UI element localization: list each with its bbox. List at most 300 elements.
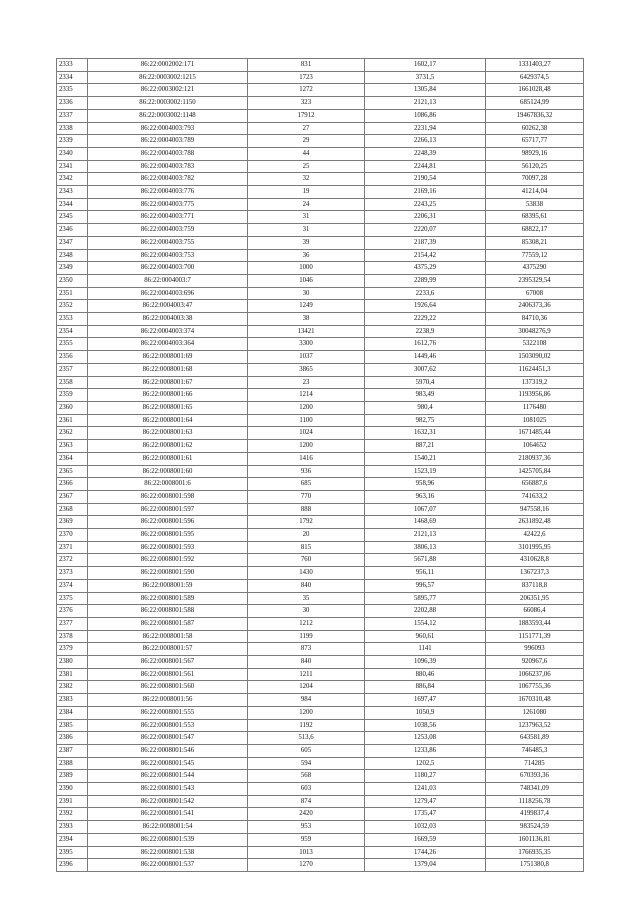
total-value-cell: 65717,77: [486, 135, 584, 148]
cadastral-number-cell: 86:22:0008001:61: [88, 452, 248, 465]
cadastral-number-cell: 86:22:0008001:542: [88, 795, 248, 808]
area-cell: 20: [248, 529, 365, 542]
total-value-cell: 1670310,48: [486, 694, 584, 707]
row-number-cell: 2366: [57, 478, 88, 491]
area-cell: 1024: [248, 427, 365, 440]
cadastral-number-cell: 86:22:0004003:700: [88, 262, 248, 275]
table-row: [57, 338, 584, 351]
row-number-cell: 2381: [57, 668, 88, 681]
row-number-cell: 2375: [57, 592, 88, 605]
row-number-cell: 2350: [57, 274, 88, 287]
area-cell: 31: [248, 211, 365, 224]
row-number-cell: 2363: [57, 440, 88, 453]
table-row: [57, 363, 584, 376]
table-row: [57, 465, 584, 478]
area-cell: 25: [248, 160, 365, 173]
cadastral-number-cell: 86:22:0003002:1148: [88, 109, 248, 122]
table-row: [57, 71, 584, 84]
price-per-unit-cell: 3731,5: [365, 71, 486, 84]
area-cell: 936: [248, 465, 365, 478]
cadastral-number-cell: 86:22:0008001:58: [88, 630, 248, 643]
table-row: [57, 770, 584, 783]
area-cell: 760: [248, 554, 365, 567]
total-value-cell: 77559,12: [486, 249, 584, 262]
price-per-unit-cell: 2206,31: [365, 211, 486, 224]
total-value-cell: 741633,2: [486, 490, 584, 503]
total-value-cell: 1671485,44: [486, 427, 584, 440]
row-number-cell: 2389: [57, 770, 88, 783]
price-per-unit-cell: 1096,39: [365, 656, 486, 669]
row-number-cell: 2339: [57, 135, 88, 148]
cadastral-number-cell: 86:22:0008001:56: [88, 694, 248, 707]
total-value-cell: 1503090,02: [486, 351, 584, 364]
table-row: [57, 592, 584, 605]
cadastral-number-cell: 86:22:0008001:69: [88, 351, 248, 364]
row-number-cell: 2390: [57, 783, 88, 796]
price-per-unit-cell: 3007,62: [365, 363, 486, 376]
row-number-cell: 2346: [57, 224, 88, 237]
price-per-unit-cell: 2121,13: [365, 97, 486, 110]
row-number-cell: 2388: [57, 757, 88, 770]
row-number-cell: 2355: [57, 338, 88, 351]
area-cell: 513,6: [248, 732, 365, 745]
total-value-cell: 68822,17: [486, 224, 584, 237]
price-per-unit-cell: 880,46: [365, 668, 486, 681]
table-row: [57, 224, 584, 237]
cadastral-number-cell: 86:22:0008001:560: [88, 681, 248, 694]
area-cell: 1270: [248, 859, 365, 872]
table-row: [57, 287, 584, 300]
table-row: [57, 783, 584, 796]
total-value-cell: 837118,8: [486, 579, 584, 592]
area-cell: 38: [248, 313, 365, 326]
cadastral-number-cell: 86:22:0004003:753: [88, 249, 248, 262]
area-cell: 32: [248, 173, 365, 186]
area-cell: 17912: [248, 109, 365, 122]
row-number-cell: 2383: [57, 694, 88, 707]
row-number-cell: 2384: [57, 706, 88, 719]
total-value-cell: 11624451,3: [486, 363, 584, 376]
price-per-unit-cell: 1744,26: [365, 846, 486, 859]
price-per-unit-cell: 2121,13: [365, 529, 486, 542]
price-per-unit-cell: 3806,13: [365, 541, 486, 554]
price-per-unit-cell: 958,96: [365, 478, 486, 491]
total-value-cell: 1331403,27: [486, 59, 584, 72]
price-per-unit-cell: 1669,59: [365, 833, 486, 846]
area-cell: 953: [248, 821, 365, 834]
cadastral-number-cell: 86:22:0008001:54: [88, 821, 248, 834]
row-number-cell: 2395: [57, 846, 88, 859]
cadastral-number-cell: 86:22:0008001:67: [88, 376, 248, 389]
table-row: [57, 452, 584, 465]
table-row: [57, 236, 584, 249]
row-number-cell: 2393: [57, 821, 88, 834]
area-cell: 1000: [248, 262, 365, 275]
price-per-unit-cell: 956,11: [365, 567, 486, 580]
table-row: [57, 274, 584, 287]
area-cell: 874: [248, 795, 365, 808]
cadastral-number-cell: 86:22:0003002:1215: [88, 71, 248, 84]
cadastral-number-cell: 86:22:0004003:789: [88, 135, 248, 148]
row-number-cell: 2338: [57, 122, 88, 135]
cadastral-number-cell: 86:22:0008001:598: [88, 490, 248, 503]
price-per-unit-cell: 2187,39: [365, 236, 486, 249]
table-row: [57, 122, 584, 135]
total-value-cell: 42422,6: [486, 529, 584, 542]
price-per-unit-cell: 1233,86: [365, 744, 486, 757]
cadastral-number-cell: 86:22:0004003:47: [88, 300, 248, 313]
row-number-cell: 2386: [57, 732, 88, 745]
price-per-unit-cell: 2243,25: [365, 198, 486, 211]
price-per-unit-cell: 2233,6: [365, 287, 486, 300]
total-value-cell: 920967,6: [486, 656, 584, 669]
total-value-cell: 1081025: [486, 414, 584, 427]
price-per-unit-cell: 1141: [365, 643, 486, 656]
price-per-unit-cell: 1540,21: [365, 452, 486, 465]
area-cell: 1214: [248, 389, 365, 402]
total-value-cell: 70097,28: [486, 173, 584, 186]
total-value-cell: 85308,21: [486, 236, 584, 249]
cadastral-number-cell: 86:22:0008001:60: [88, 465, 248, 478]
area-cell: 770: [248, 490, 365, 503]
table-row: [57, 300, 584, 313]
price-per-unit-cell: 2266,13: [365, 135, 486, 148]
cadastral-number-cell: 86:22:0008001:547: [88, 732, 248, 745]
table-row: [57, 567, 584, 580]
table-row: [57, 478, 584, 491]
area-cell: 31: [248, 224, 365, 237]
row-number-cell: 2336: [57, 97, 88, 110]
cadastral-number-cell: 86:22:0004003:38: [88, 313, 248, 326]
table-row: [57, 656, 584, 669]
row-number-cell: 2391: [57, 795, 88, 808]
total-value-cell: 84710,36: [486, 313, 584, 326]
cadastral-number-cell: 86:22:0008001:555: [88, 706, 248, 719]
cadastral-number-cell: 86:22:0004003:7: [88, 274, 248, 287]
total-value-cell: 4199837,4: [486, 808, 584, 821]
total-value-cell: 1601136,81: [486, 833, 584, 846]
price-per-unit-cell: 2202,88: [365, 605, 486, 618]
area-cell: 605: [248, 744, 365, 757]
row-number-cell: 2337: [57, 109, 88, 122]
price-per-unit-cell: 2231,94: [365, 122, 486, 135]
cadastral-number-cell: 86:22:0003002:121: [88, 84, 248, 97]
cadastral-number-cell: 86:22:0008001:65: [88, 401, 248, 414]
row-number-cell: 2351: [57, 287, 88, 300]
table-row: [57, 147, 584, 160]
price-per-unit-cell: 1050,9: [365, 706, 486, 719]
row-number-cell: 2349: [57, 262, 88, 275]
total-value-cell: 1237963,52: [486, 719, 584, 732]
total-value-cell: 2631892,48: [486, 516, 584, 529]
total-value-cell: 68395,61: [486, 211, 584, 224]
cadastral-number-cell: 86:22:0004003:364: [88, 338, 248, 351]
table-row: [57, 681, 584, 694]
row-number-cell: 2343: [57, 186, 88, 199]
total-value-cell: 2180937,36: [486, 452, 584, 465]
cadastral-number-cell: 86:22:0004003:374: [88, 325, 248, 338]
price-per-unit-cell: 1468,69: [365, 516, 486, 529]
row-number-cell: 2370: [57, 529, 88, 542]
cadastral-number-cell: 86:22:0008001:597: [88, 503, 248, 516]
row-number-cell: 2385: [57, 719, 88, 732]
row-number-cell: 2378: [57, 630, 88, 643]
cadastral-number-cell: 86:22:0008001:595: [88, 529, 248, 542]
row-number-cell: 2357: [57, 363, 88, 376]
table-row: [57, 414, 584, 427]
table-row: [57, 325, 584, 338]
table-row: [57, 427, 584, 440]
total-value-cell: 1067755,36: [486, 681, 584, 694]
price-per-unit-cell: 960,61: [365, 630, 486, 643]
cadastral-number-cell: 86:22:0008001:587: [88, 617, 248, 630]
area-cell: 1192: [248, 719, 365, 732]
price-per-unit-cell: 982,75: [365, 414, 486, 427]
total-value-cell: 670393,36: [486, 770, 584, 783]
area-cell: 594: [248, 757, 365, 770]
table-row: [57, 833, 584, 846]
table-row: [57, 719, 584, 732]
area-cell: 1272: [248, 84, 365, 97]
row-number-cell: 2382: [57, 681, 88, 694]
row-number-cell: 2348: [57, 249, 88, 262]
table-row: [57, 668, 584, 681]
total-value-cell: 98929,16: [486, 147, 584, 160]
cadastral-number-cell: 86:22:0008001:57: [88, 643, 248, 656]
area-cell: 1013: [248, 846, 365, 859]
row-number-cell: 2374: [57, 579, 88, 592]
table-row: [57, 186, 584, 199]
row-number-cell: 2342: [57, 173, 88, 186]
area-cell: 30: [248, 605, 365, 618]
total-value-cell: 1883593,44: [486, 617, 584, 630]
table-row: [57, 97, 584, 110]
total-value-cell: 983524,59: [486, 821, 584, 834]
price-per-unit-cell: 983,49: [365, 389, 486, 402]
row-number-cell: 2392: [57, 808, 88, 821]
cadastral-number-cell: 86:22:0008001:66: [88, 389, 248, 402]
total-value-cell: 53838: [486, 198, 584, 211]
price-per-unit-cell: 887,21: [365, 440, 486, 453]
total-value-cell: 67008: [486, 287, 584, 300]
total-value-cell: 1176480: [486, 401, 584, 414]
price-per-unit-cell: 1180,27: [365, 770, 486, 783]
cadastral-number-cell: 86:22:0008001:593: [88, 541, 248, 554]
area-cell: 1046: [248, 274, 365, 287]
table-row: [57, 554, 584, 567]
total-value-cell: 746485,3: [486, 744, 584, 757]
table-body: [57, 59, 584, 872]
area-cell: 568: [248, 770, 365, 783]
cadastral-number-cell: 86:22:0004003:782: [88, 173, 248, 186]
area-cell: 23: [248, 376, 365, 389]
area-cell: 1430: [248, 567, 365, 580]
total-value-cell: 206351,95: [486, 592, 584, 605]
table-row: [57, 795, 584, 808]
cadastral-number-cell: 86:22:0008001:590: [88, 567, 248, 580]
row-number-cell: 2396: [57, 859, 88, 872]
table-row: [57, 351, 584, 364]
price-per-unit-cell: 2154,42: [365, 249, 486, 262]
total-value-cell: 947558,16: [486, 503, 584, 516]
area-cell: 36: [248, 249, 365, 262]
cadastral-number-cell: 86:22:0004003:775: [88, 198, 248, 211]
row-number-cell: 2333: [57, 59, 88, 72]
price-per-unit-cell: 886,84: [365, 681, 486, 694]
row-number-cell: 2371: [57, 541, 88, 554]
cadastral-number-cell: 86:22:0003002:1150: [88, 97, 248, 110]
row-number-cell: 2358: [57, 376, 88, 389]
cadastral-number-cell: 86:22:0004003:793: [88, 122, 248, 135]
row-number-cell: 2347: [57, 236, 88, 249]
table-row: [57, 249, 584, 262]
cadastral-number-cell: 86:22:0008001:596: [88, 516, 248, 529]
total-value-cell: 1766935,35: [486, 846, 584, 859]
total-value-cell: 56120,25: [486, 160, 584, 173]
total-value-cell: 1193956,86: [486, 389, 584, 402]
total-value-cell: 1425705,84: [486, 465, 584, 478]
cadastral-number-cell: 86:22:0008001:539: [88, 833, 248, 846]
total-value-cell: 2395329,54: [486, 274, 584, 287]
price-per-unit-cell: 2244,81: [365, 160, 486, 173]
cadastral-number-cell: 86:22:0008001:546: [88, 744, 248, 757]
table-row: [57, 846, 584, 859]
table-row: [57, 211, 584, 224]
area-cell: 19: [248, 186, 365, 199]
cadastral-number-cell: 86:22:0004003:771: [88, 211, 248, 224]
cadastral-number-cell: 86:22:0008001:588: [88, 605, 248, 618]
total-value-cell: 60262,38: [486, 122, 584, 135]
total-value-cell: 1261080: [486, 706, 584, 719]
price-per-unit-cell: 1735,47: [365, 808, 486, 821]
table-row: [57, 859, 584, 872]
cadastral-number-cell: 86:22:0008001:63: [88, 427, 248, 440]
price-per-unit-cell: 2238,9: [365, 325, 486, 338]
table-row: [57, 579, 584, 592]
area-cell: 888: [248, 503, 365, 516]
area-cell: 2420: [248, 808, 365, 821]
area-cell: 1204: [248, 681, 365, 694]
table-row: [57, 198, 584, 211]
row-number-cell: 2379: [57, 643, 88, 656]
cadastral-number-cell: 86:22:0008001:537: [88, 859, 248, 872]
total-value-cell: 30048276,9: [486, 325, 584, 338]
area-cell: 1416: [248, 452, 365, 465]
table-row: [57, 59, 584, 72]
table-row: [57, 630, 584, 643]
table-row: [57, 706, 584, 719]
price-per-unit-cell: 1253,08: [365, 732, 486, 745]
cadastral-number-cell: 86:22:0008001:541: [88, 808, 248, 821]
total-value-cell: 19467836,32: [486, 109, 584, 122]
table-row: [57, 529, 584, 542]
area-cell: 3865: [248, 363, 365, 376]
table-row: [57, 732, 584, 745]
table-row: [57, 541, 584, 554]
row-number-cell: 2359: [57, 389, 88, 402]
area-cell: 984: [248, 694, 365, 707]
total-value-cell: 714285: [486, 757, 584, 770]
price-per-unit-cell: 2220,07: [365, 224, 486, 237]
area-cell: 24: [248, 198, 365, 211]
price-per-unit-cell: 1554,12: [365, 617, 486, 630]
price-per-unit-cell: 963,16: [365, 490, 486, 503]
table-row: [57, 605, 584, 618]
price-per-unit-cell: 2248,39: [365, 147, 486, 160]
cadastral-number-cell: 86:22:0008001:592: [88, 554, 248, 567]
price-per-unit-cell: 1202,5: [365, 757, 486, 770]
price-per-unit-cell: 1379,04: [365, 859, 486, 872]
area-cell: 873: [248, 643, 365, 656]
area-cell: 1199: [248, 630, 365, 643]
total-value-cell: 66086,4: [486, 605, 584, 618]
area-cell: 3300: [248, 338, 365, 351]
data-table: [56, 58, 584, 872]
table-row: [57, 313, 584, 326]
table-row: [57, 757, 584, 770]
total-value-cell: 6429374,5: [486, 71, 584, 84]
area-cell: 959: [248, 833, 365, 846]
cadastral-number-cell: 86:22:0008001:538: [88, 846, 248, 859]
cadastral-number-cell: 86:22:0004003:788: [88, 147, 248, 160]
area-cell: 1200: [248, 440, 365, 453]
table-row: [57, 694, 584, 707]
cadastral-number-cell: 86:22:0008001:561: [88, 668, 248, 681]
table-row: [57, 440, 584, 453]
row-number-cell: 2344: [57, 198, 88, 211]
row-number-cell: 2365: [57, 465, 88, 478]
table-row: [57, 376, 584, 389]
table-row: [57, 516, 584, 529]
row-number-cell: 2352: [57, 300, 88, 313]
price-per-unit-cell: 1279,47: [365, 795, 486, 808]
cadastral-number-cell: 86:22:0008001:64: [88, 414, 248, 427]
price-per-unit-cell: 1449,46: [365, 351, 486, 364]
total-value-cell: 1151771,39: [486, 630, 584, 643]
total-value-cell: 1751380,8: [486, 859, 584, 872]
row-number-cell: 2360: [57, 401, 88, 414]
table-row: [57, 389, 584, 402]
total-value-cell: 1661028,48: [486, 84, 584, 97]
price-per-unit-cell: 1086,86: [365, 109, 486, 122]
table-row: [57, 744, 584, 757]
table-row: [57, 135, 584, 148]
row-number-cell: 2367: [57, 490, 88, 503]
table-row: [57, 84, 584, 97]
total-value-cell: 41214,04: [486, 186, 584, 199]
row-number-cell: 2368: [57, 503, 88, 516]
table-row: [57, 503, 584, 516]
row-number-cell: 2369: [57, 516, 88, 529]
row-number-cell: 2372: [57, 554, 88, 567]
row-number-cell: 2380: [57, 656, 88, 669]
area-cell: 1200: [248, 706, 365, 719]
row-number-cell: 2361: [57, 414, 88, 427]
total-value-cell: 4375290: [486, 262, 584, 275]
price-per-unit-cell: 1067,07: [365, 503, 486, 516]
price-per-unit-cell: 1523,19: [365, 465, 486, 478]
price-per-unit-cell: 980,4: [365, 401, 486, 414]
total-value-cell: 3101995,95: [486, 541, 584, 554]
area-cell: 323: [248, 97, 365, 110]
cadastral-number-cell: 86:22:0008001:68: [88, 363, 248, 376]
row-number-cell: 2353: [57, 313, 88, 326]
area-cell: 1249: [248, 300, 365, 313]
price-per-unit-cell: 1697,47: [365, 694, 486, 707]
price-per-unit-cell: 2289,99: [365, 274, 486, 287]
table-row: [57, 617, 584, 630]
area-cell: 1212: [248, 617, 365, 630]
